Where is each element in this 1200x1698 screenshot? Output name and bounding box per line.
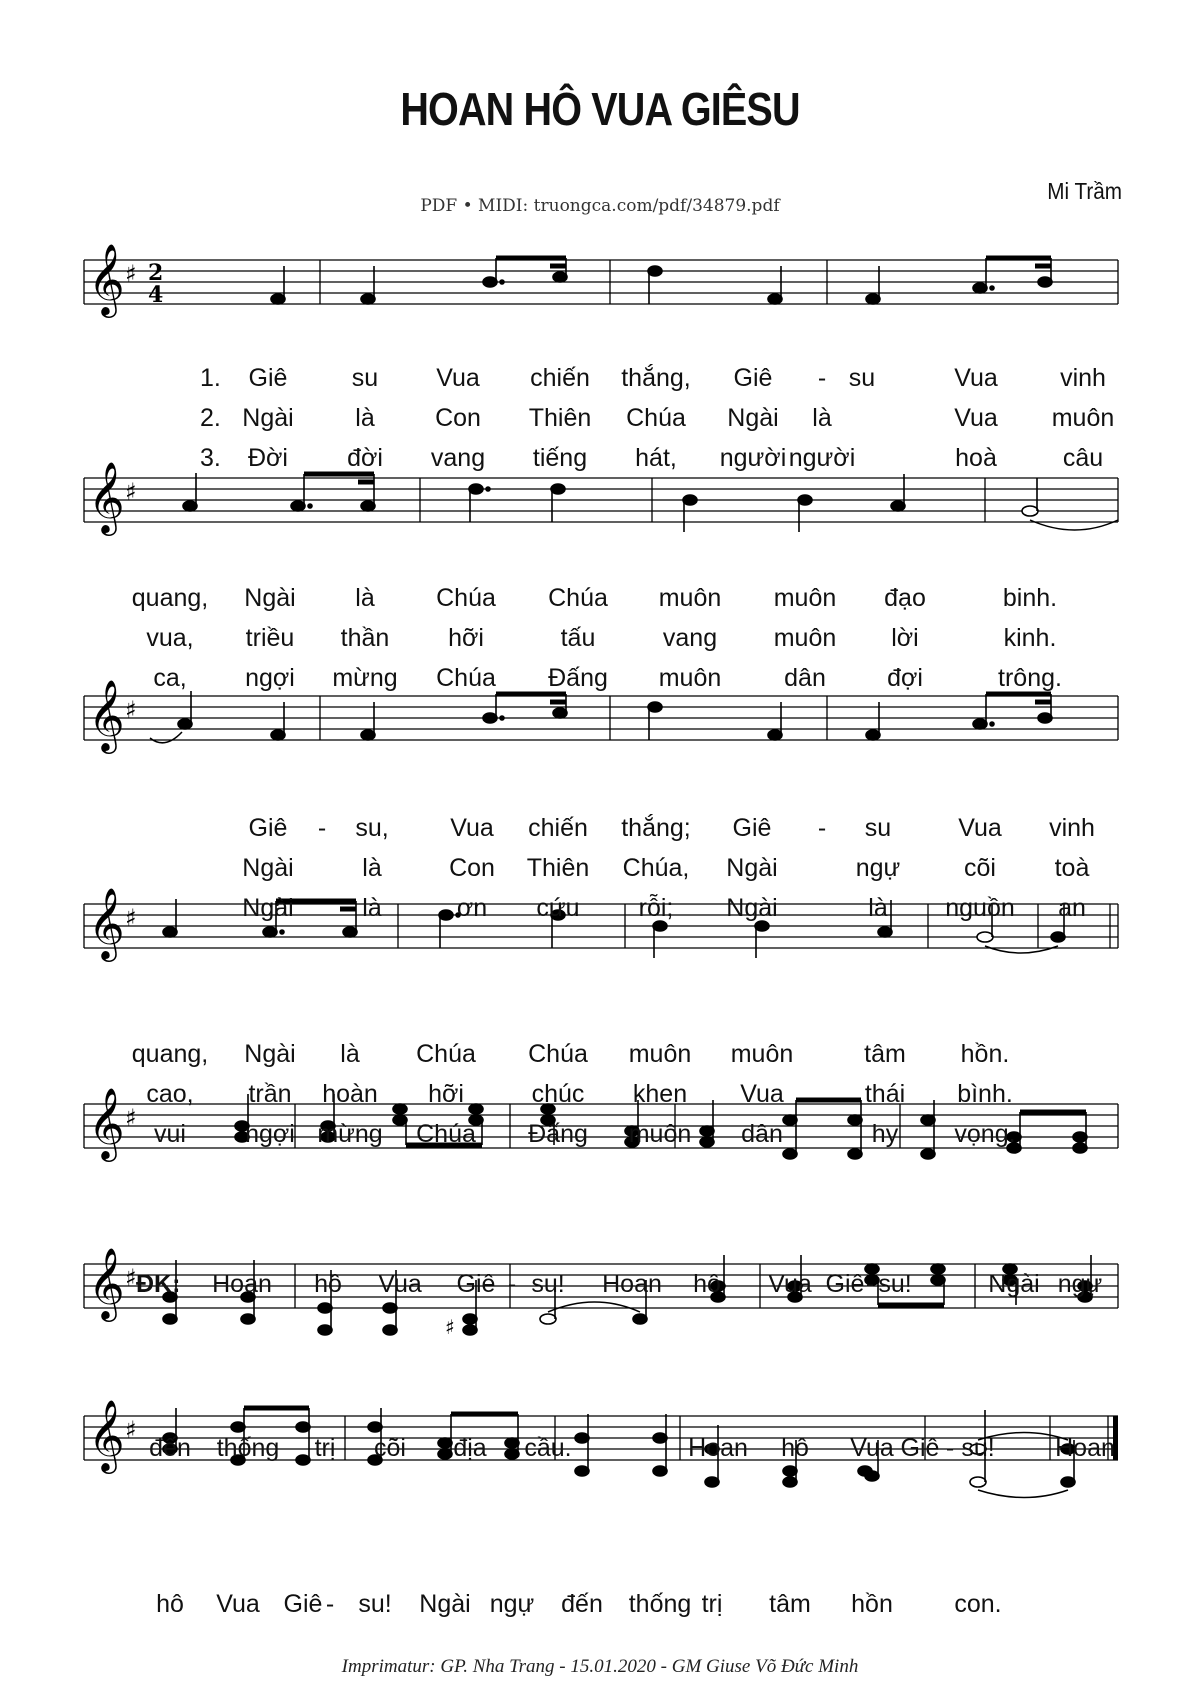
lyric-syllable: - bbox=[865, 1270, 875, 1298]
lyric-syllable: Giê bbox=[825, 1270, 865, 1298]
lyric-syllable: an bbox=[1058, 894, 1086, 922]
sharp-icon: ♯ bbox=[125, 1264, 137, 1292]
lyric-syllable: Vua bbox=[954, 364, 998, 392]
lyric-syllable: Giê bbox=[248, 814, 288, 842]
lyric-syllable: su, bbox=[355, 814, 389, 842]
lyric-syllable: Chúa bbox=[626, 404, 686, 432]
staff-system-1 bbox=[84, 242, 1118, 318]
lyric-syllable: hoà bbox=[955, 444, 997, 472]
lyric-syllable: muôn bbox=[773, 584, 837, 612]
lyric-syllable: nguồn bbox=[945, 894, 1015, 922]
lyric-syllable: vang bbox=[430, 444, 486, 472]
lyric-syllable: - bbox=[317, 814, 327, 842]
lyric-syllable: hồn. bbox=[960, 1040, 1010, 1068]
lyric-syllable: bình. bbox=[957, 1080, 1013, 1108]
lyric-syllable: su! bbox=[531, 1270, 565, 1298]
lyric-syllable: su bbox=[351, 364, 379, 392]
lyric-syllable: Chúa bbox=[548, 584, 608, 612]
lyric-syllable: Ngài bbox=[726, 894, 778, 922]
lyric-syllable: cõi bbox=[374, 1434, 406, 1462]
lyric-syllable: tâm bbox=[769, 1590, 811, 1618]
lyric-syllable: mừng bbox=[317, 1120, 383, 1148]
lyric-syllable: - bbox=[817, 364, 827, 392]
lyric-syllable: Vua bbox=[216, 1590, 260, 1618]
lyric-syllable: Đấng bbox=[548, 664, 608, 692]
lyric-syllable: Vua bbox=[768, 1270, 812, 1298]
lyric-syllable: Chúa bbox=[416, 1120, 476, 1148]
lyric-syllable: triều bbox=[245, 624, 295, 652]
lyric-syllable: Giê bbox=[900, 1434, 940, 1462]
lyric-syllable: thắng, bbox=[621, 364, 691, 392]
lyric-syllable: vinh bbox=[1049, 814, 1095, 842]
lyric-syllable: ngợi bbox=[245, 664, 295, 692]
treble-clef-icon: 𝄞 bbox=[88, 1246, 125, 1319]
lyric-syllable: là bbox=[812, 404, 832, 432]
lyric-syllable: là bbox=[355, 404, 375, 432]
lyric-syllable: Chúa bbox=[416, 1040, 476, 1068]
lyric-syllable: thần bbox=[340, 624, 390, 652]
refrain-label: ĐK: bbox=[136, 1270, 181, 1298]
lyric-syllable: là bbox=[362, 894, 382, 922]
lyric-syllable: vinh bbox=[1060, 364, 1106, 392]
lyric-syllable: Giê bbox=[456, 1270, 496, 1298]
lyric-syllable: chiến bbox=[530, 364, 590, 392]
treble-clef-icon: 𝄞 bbox=[88, 242, 125, 315]
lyric-syllable: vọng. bbox=[954, 1120, 1016, 1148]
lyric-syllable: chúc bbox=[531, 1080, 585, 1108]
lyric-syllable: su bbox=[864, 814, 892, 842]
treble-clef-icon: 𝄞 bbox=[88, 886, 125, 959]
imprimatur: Imprimatur: GP. Nha Trang - 15.01.2020 - GM Giuse Võ Đức Minh bbox=[341, 1656, 859, 1677]
lyric-syllable: muôn bbox=[1051, 404, 1115, 432]
lyric-syllable: đến bbox=[149, 1434, 191, 1462]
lyric-syllable: Ngài bbox=[988, 1270, 1040, 1298]
lyric-syllable: muôn bbox=[628, 1040, 692, 1068]
lyrics bbox=[132, 363, 1115, 1618]
lyric-syllable: ca, bbox=[153, 664, 187, 692]
lyric-syllable: Ngài bbox=[242, 404, 294, 432]
lyric-syllable: người bbox=[719, 444, 787, 472]
verse-number-2: 2. bbox=[200, 404, 221, 432]
lyric-syllable: đạo bbox=[884, 584, 926, 612]
lyric-syllable: trị bbox=[701, 1590, 723, 1618]
lyric-syllable: ngợi bbox=[245, 1120, 295, 1148]
lyric-syllable: - bbox=[325, 1590, 335, 1618]
lyric-syllable: đến bbox=[561, 1590, 603, 1618]
lyric-syllable: Vua bbox=[850, 1434, 894, 1462]
lyric-syllable: đời bbox=[347, 444, 383, 472]
lyric-syllable: Giê bbox=[283, 1590, 323, 1618]
lyric-syllable: Ngài bbox=[242, 854, 294, 882]
treble-clef-icon: 𝄞 bbox=[88, 678, 125, 751]
lyric-syllable: Ngài bbox=[244, 1040, 296, 1068]
lyric-syllable: dân bbox=[784, 664, 826, 692]
lyric-syllable: hô bbox=[314, 1270, 342, 1298]
lyric-syllable: Thiên bbox=[528, 404, 592, 432]
lyric-syllable: thái bbox=[864, 1080, 906, 1108]
lyric-syllable: Chúa, bbox=[622, 854, 690, 882]
lyric-syllable: thống bbox=[216, 1434, 280, 1462]
lyric-syllable: Giê bbox=[732, 814, 772, 842]
lyric-syllable: hô bbox=[156, 1590, 184, 1618]
lyric-syllable: trị bbox=[314, 1434, 336, 1462]
verse-number-1: 1. bbox=[200, 364, 221, 392]
lyric-syllable: cao, bbox=[146, 1080, 194, 1108]
lyric-syllable: thắng; bbox=[621, 814, 691, 842]
lyric-syllable: hô bbox=[781, 1434, 809, 1462]
lyric-syllable: cứu bbox=[536, 894, 580, 922]
lyric-syllable: lời bbox=[891, 624, 919, 652]
lyric-syllable: Ngài bbox=[726, 854, 778, 882]
lyric-syllable: su! bbox=[961, 1434, 995, 1462]
lyric-syllable: khen bbox=[632, 1080, 688, 1108]
lyric-syllable: Giê bbox=[733, 364, 773, 392]
lyric-syllable: muôn bbox=[773, 624, 837, 652]
lyric-syllable: su! bbox=[878, 1270, 912, 1298]
sharp-icon: ♯ bbox=[125, 1104, 137, 1132]
lyric-syllable: Chúa bbox=[436, 584, 496, 612]
lyric-syllable: Chúa bbox=[436, 664, 496, 692]
lyric-syllable: Hoan bbox=[212, 1270, 272, 1298]
lyric-syllable: hỡi bbox=[428, 1080, 464, 1108]
lyric-syllable: là bbox=[362, 854, 382, 882]
lyric-syllable: - bbox=[945, 1434, 955, 1462]
lyric-syllable: hoàn bbox=[322, 1080, 378, 1108]
lyric-syllable: Ngài bbox=[419, 1590, 471, 1618]
sharp-icon: ♯ bbox=[125, 260, 137, 288]
lyric-syllable: Ngài bbox=[242, 894, 294, 922]
lyric-syllable: Ngài bbox=[727, 404, 779, 432]
lyric-syllable: Vua bbox=[378, 1270, 422, 1298]
lyric-syllable: Con bbox=[449, 854, 495, 882]
lyric-syllable: Chúa bbox=[528, 1040, 588, 1068]
lyric-syllable: chiến bbox=[528, 814, 588, 842]
lyric-syllable: Vua bbox=[740, 1080, 784, 1108]
lyric-syllable: là bbox=[868, 894, 888, 922]
lyric-syllable: rỗi; bbox=[638, 894, 674, 922]
lyric-syllable: ngự bbox=[1057, 1270, 1103, 1298]
lyric-syllable: Con bbox=[435, 404, 481, 432]
lyric-syllable: Vua bbox=[958, 814, 1002, 842]
lyric-syllable: Ngài bbox=[244, 584, 296, 612]
lyric-syllable: dân bbox=[741, 1120, 783, 1148]
lyric-syllable: câu bbox=[1062, 444, 1104, 472]
source-link[interactable]: PDF • MIDI: truongca.com/pdf/34879.pdf bbox=[420, 196, 780, 216]
lyric-syllable: đợi bbox=[887, 664, 923, 692]
lyric-syllable: kinh. bbox=[1003, 624, 1057, 652]
lyric-syllable: vang bbox=[662, 624, 718, 652]
time-sig-top: 2 bbox=[148, 260, 164, 286]
lyric-syllable: người bbox=[788, 444, 856, 472]
lyric-syllable: Vua bbox=[436, 364, 480, 392]
time-sig-bottom: 4 bbox=[148, 282, 164, 308]
lyric-syllable: con. bbox=[954, 1590, 1002, 1618]
sharp-icon: ♯ bbox=[125, 1416, 137, 1444]
lyric-syllable: hô bbox=[693, 1270, 721, 1298]
lyric-syllable: trông. bbox=[998, 664, 1062, 692]
treble-clef-icon: 𝄞 bbox=[88, 460, 125, 533]
lyric-syllable: Vua bbox=[450, 814, 494, 842]
verse-number-3: 3. bbox=[200, 444, 221, 472]
lyric-syllable: Đấng bbox=[528, 1120, 588, 1148]
lyric-syllable: muôn bbox=[628, 1120, 692, 1148]
lyric-syllable: tâm bbox=[864, 1040, 906, 1068]
lyric-syllable: - bbox=[817, 814, 827, 842]
lyric-syllable: su bbox=[848, 364, 876, 392]
lyric-syllable: vua, bbox=[146, 624, 194, 652]
lyric-syllable: Đời bbox=[247, 444, 289, 472]
lyric-syllable: ngự bbox=[855, 854, 901, 882]
lyric-syllable: hát, bbox=[635, 444, 677, 472]
lyric-syllable: toà bbox=[1054, 854, 1090, 882]
lyric-syllable: Vua bbox=[954, 404, 998, 432]
treble-clef-icon: 𝄞 bbox=[88, 1398, 125, 1471]
lyric-syllable: su! bbox=[358, 1590, 392, 1618]
lyric-syllable: tiếng bbox=[532, 444, 588, 472]
lyric-syllable: hỡi bbox=[448, 624, 484, 652]
lyric-syllable: ơn bbox=[456, 894, 488, 922]
song-title: HOAN HÔ VUA GIÊSU bbox=[400, 83, 800, 135]
lyric-syllable: là bbox=[355, 584, 375, 612]
lyric-syllable: - bbox=[507, 1270, 517, 1298]
lyric-syllable: hy bbox=[871, 1120, 899, 1148]
treble-clef-icon: 𝄞 bbox=[88, 1086, 125, 1159]
lyric-syllable: mừng bbox=[332, 664, 398, 692]
lyric-syllable: muôn bbox=[730, 1040, 794, 1068]
lyric-syllable: tấu bbox=[560, 624, 596, 652]
lyric-syllable: trần bbox=[248, 1080, 292, 1108]
lyric-syllable: hồn bbox=[851, 1590, 893, 1618]
sharp-icon: ♯ bbox=[125, 696, 137, 724]
lyric-syllable: thống bbox=[628, 1590, 692, 1618]
lyric-syllable: Hoan bbox=[602, 1270, 662, 1298]
sharp-icon: ♯ bbox=[445, 1315, 455, 1339]
lyric-syllable: muôn bbox=[658, 584, 722, 612]
lyric-syllable: vui bbox=[154, 1120, 186, 1148]
lyric-syllable: quang, bbox=[131, 1040, 209, 1068]
lyric-syllable: binh. bbox=[1002, 584, 1058, 612]
lyric-syllable: cầu. bbox=[524, 1434, 572, 1462]
lyric-syllable: là bbox=[340, 1040, 360, 1068]
lyric-syllable: quang, bbox=[131, 584, 209, 612]
lyric-syllable: Thiên bbox=[526, 854, 590, 882]
notes-system-1 bbox=[271, 258, 1052, 304]
sharp-icon: ♯ bbox=[125, 904, 137, 932]
lyric-syllable: muôn bbox=[658, 664, 722, 692]
lyric-syllable: địa bbox=[453, 1434, 487, 1462]
lyric-syllable: Giê bbox=[248, 364, 288, 392]
lyric-syllable: ngự bbox=[489, 1590, 535, 1618]
lyric-syllable: cõi bbox=[964, 854, 996, 882]
sharp-icon: ♯ bbox=[125, 478, 137, 506]
lyric-syllable: Hoan bbox=[688, 1434, 748, 1462]
lyric-syllable: Hoan bbox=[1055, 1434, 1115, 1462]
composer-name: Mi Trầm bbox=[1047, 178, 1122, 204]
